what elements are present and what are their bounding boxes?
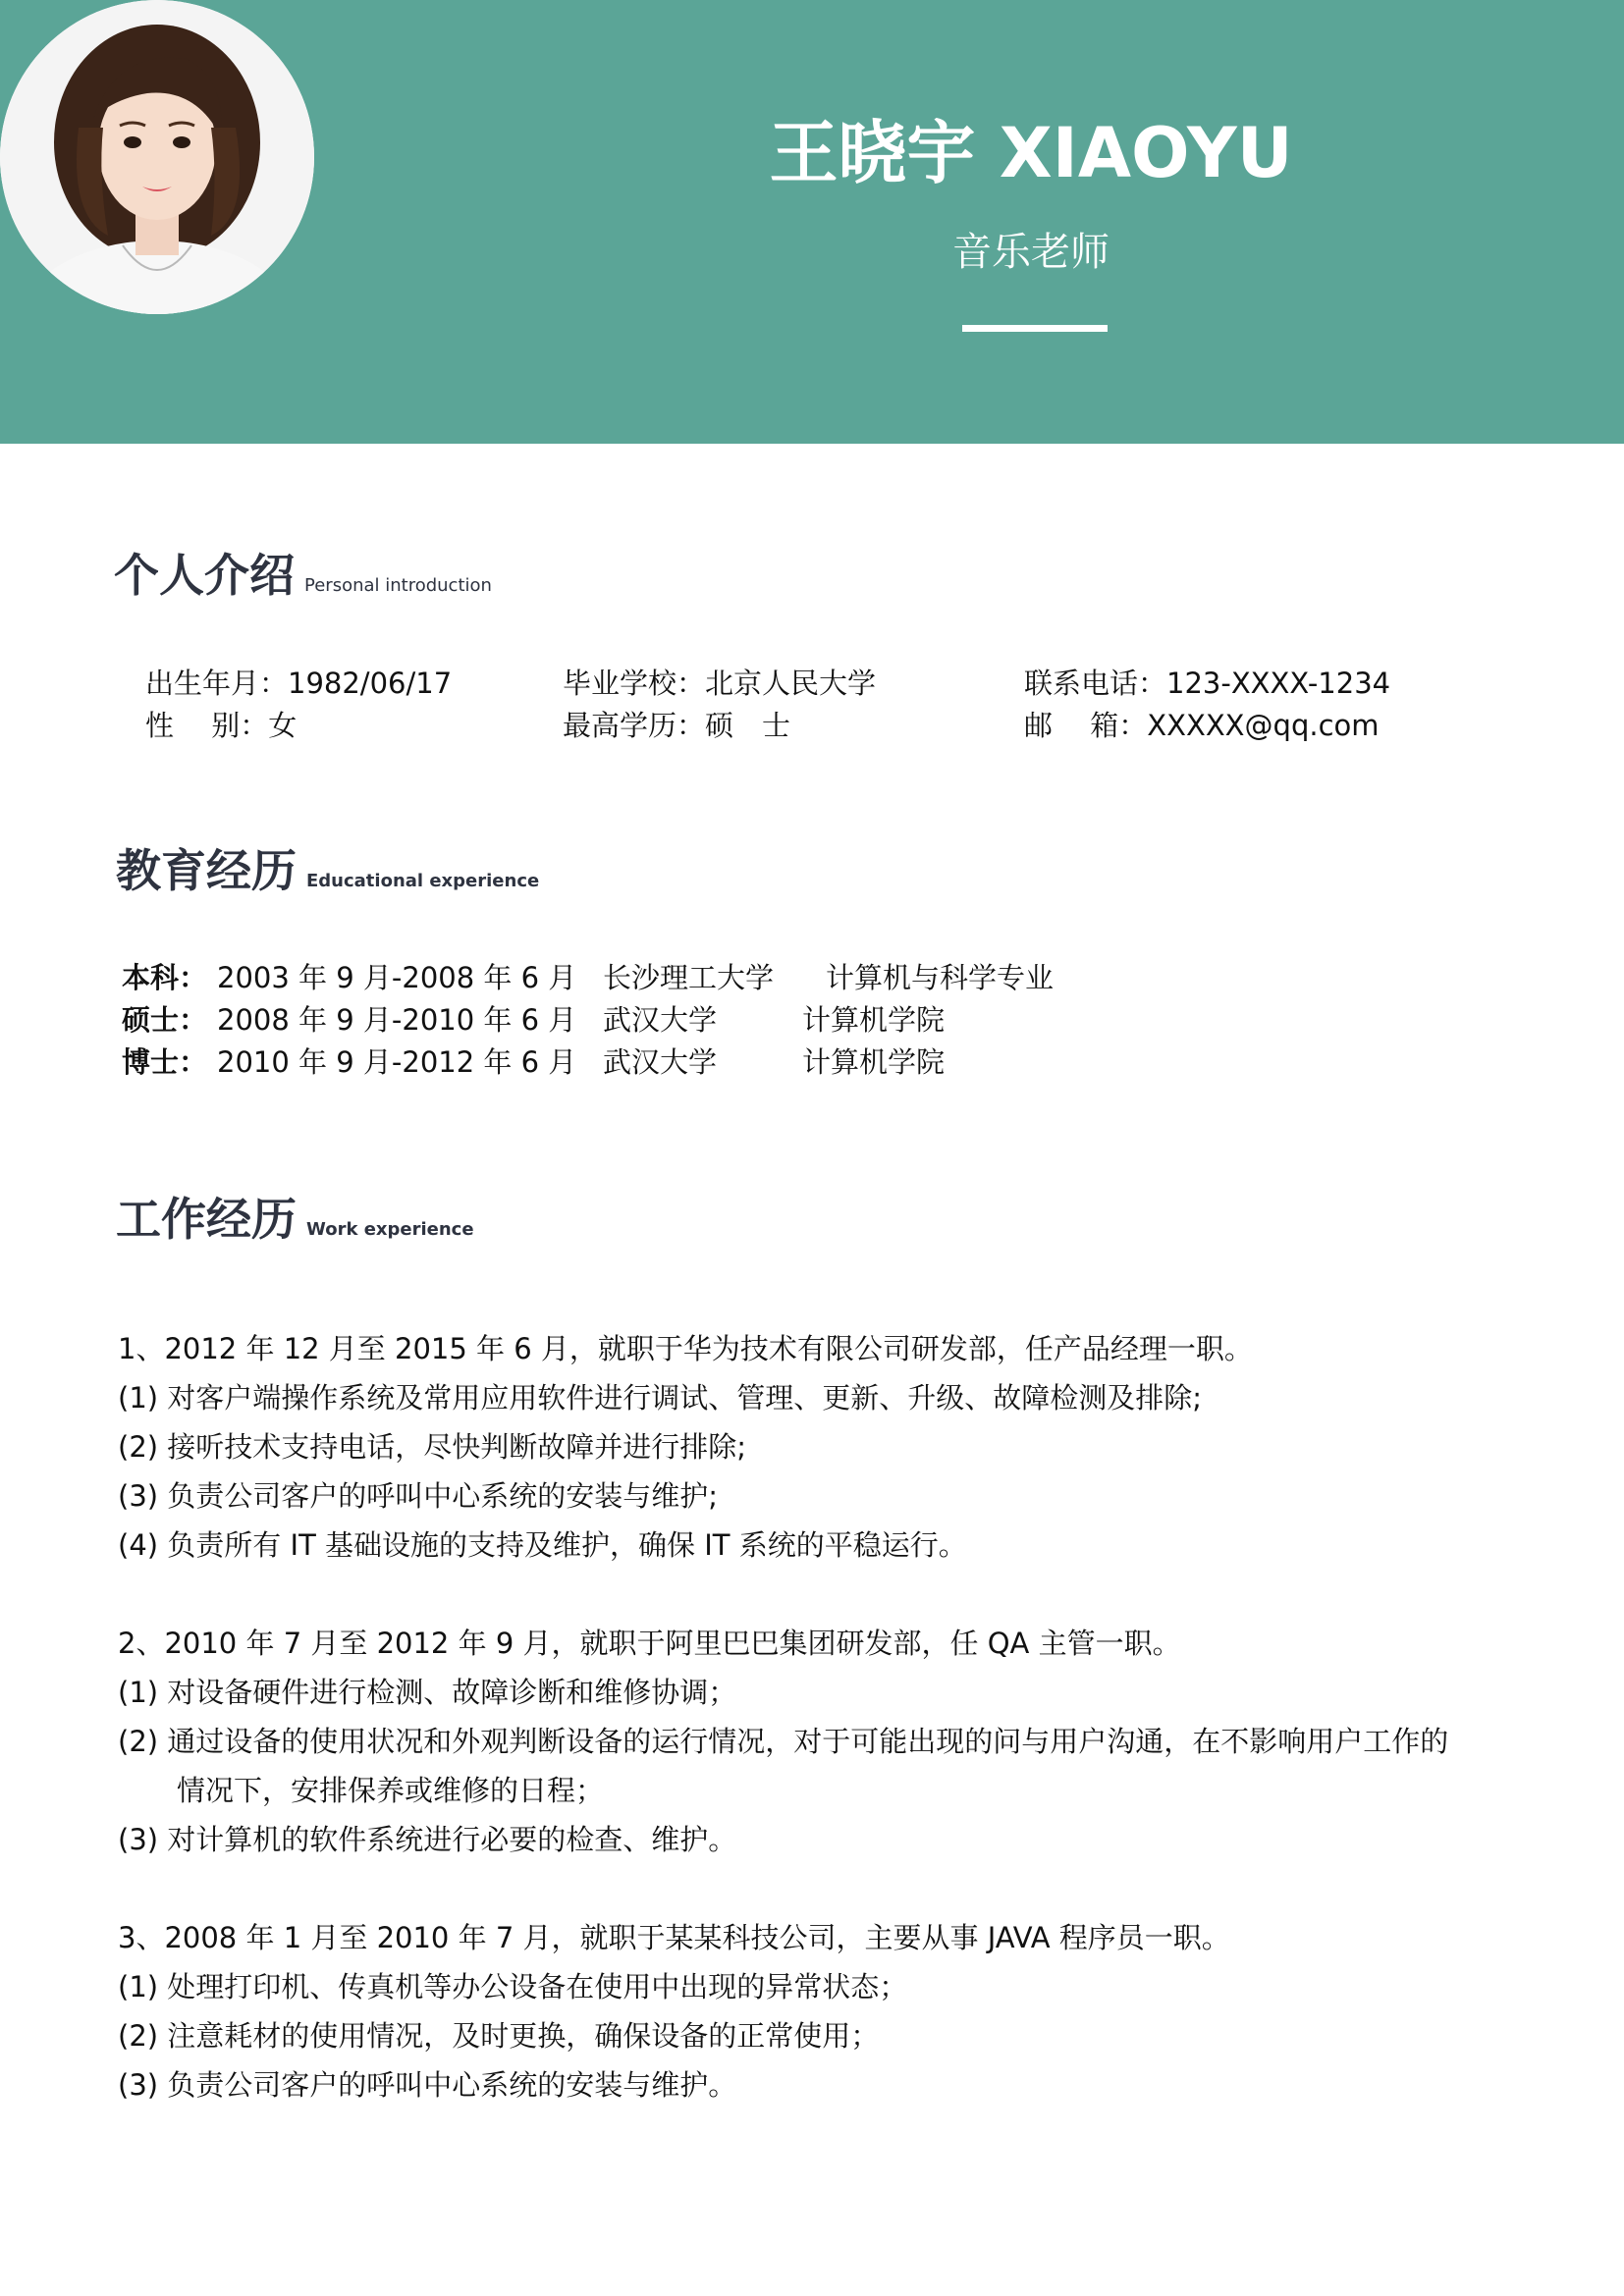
degree-label: 本科：	[122, 961, 208, 994]
section-heading-zh: 教育经历	[116, 844, 297, 897]
major-name: 计算机学院	[802, 1045, 946, 1079]
section-heading-personal	[114, 540, 492, 605]
highest-degree: 最高学历：硕 士	[563, 709, 791, 742]
major-name: 计算机学院	[802, 1003, 946, 1037]
section-heading-en: Work experience	[306, 1219, 474, 1240]
section-heading-zh: 工作经历	[116, 1193, 297, 1246]
major-name: 计算机与科学专业	[826, 961, 1055, 994]
portrait-illustration	[0, 0, 314, 314]
duty-item: (1) 对客户端操作系统及常用应用软件进行调试、管理、更新、升级、故障检测及排除;	[118, 1381, 1203, 1415]
school-name: 长沙理工大学	[603, 961, 775, 994]
duty-item: (3) 对计算机的软件系统进行必要的检查、维护。	[118, 1823, 737, 1856]
email-address: 邮 箱：XXXXX@qq.com	[1024, 709, 1380, 742]
duty-item: (1) 处理打印机、传真机等办公设备在使用中出现的异常状态；	[118, 1970, 908, 2003]
degree-label: 博士：	[122, 1045, 208, 1079]
graduation-school: 毕业学校：北京人民大学	[563, 667, 877, 700]
profile-photo	[0, 0, 314, 314]
school-name: 武汉大学	[603, 1045, 718, 1079]
degree-label: 硕士：	[122, 1003, 208, 1037]
duty-item: (2) 接听技术支持电话，尽快判断故障并进行排除;	[118, 1430, 747, 1464]
duty-item: (3) 负责公司客户的呼叫中心系统的安装与维护。	[118, 2068, 737, 2102]
section-heading-en: Personal introduction	[304, 575, 492, 596]
gender: 性 别：女	[145, 709, 298, 742]
duty-item: (1) 对设备硬件进行检测、故障诊断和维修协调；	[118, 1676, 737, 1709]
title-underline	[962, 325, 1108, 332]
study-period: 2008 年 9 月-2010 年 6 月	[217, 1003, 577, 1037]
duty-item: (2) 通过设备的使用状况和外观判断设备的运行情况，对于可能出现的问与用户沟通，在不影响用户工作的	[118, 1725, 1449, 1758]
birth-date: 出生年月：1982/06/17	[145, 667, 453, 700]
duty-item-continuation: 情况下，安排保养或维修的日程；	[177, 1774, 605, 1807]
section-heading-zh: 个人介绍	[114, 549, 295, 602]
job-title: 音乐老师	[952, 230, 1110, 275]
candidate-name: 王晓宇 XIAOYU	[769, 113, 1293, 193]
job-heading: 3、2008 年 1 月至 2010 年 7 月，就职于某某科技公司，主要从事 JAVA 程序员一职。	[118, 1921, 1230, 1954]
job-heading: 2、2010 年 7 月至 2012 年 9 月，就职于阿里巴巴集团研发部，任 QA 主管一职。	[118, 1627, 1181, 1660]
study-period: 2010 年 9 月-2012 年 6 月	[217, 1045, 577, 1079]
duty-item: (3) 负责公司客户的呼叫中心系统的安装与维护;	[118, 1479, 719, 1513]
phone-number: 联系电话：123-XXXX-1234	[1024, 667, 1391, 700]
header-banner	[0, 0, 1624, 444]
duty-item: (2) 注意耗材的使用情况，及时更换，确保设备的正常使用；	[118, 2019, 880, 2053]
section-heading-education	[116, 835, 539, 900]
section-heading-en: Educational experience	[306, 871, 540, 891]
duty-item: (4) 负责所有 IT 基础设施的支持及维护，确保 IT 系统的平稳运行。	[118, 1528, 967, 1562]
job-heading: 1、2012 年 12 月至 2015 年 6 月，就职于华为技术有限公司研发部，任产品经理一职。	[118, 1332, 1253, 1365]
study-period: 2003 年 9 月-2008 年 6 月	[217, 961, 577, 994]
section-heading-work	[116, 1184, 474, 1249]
school-name: 武汉大学	[603, 1003, 718, 1037]
